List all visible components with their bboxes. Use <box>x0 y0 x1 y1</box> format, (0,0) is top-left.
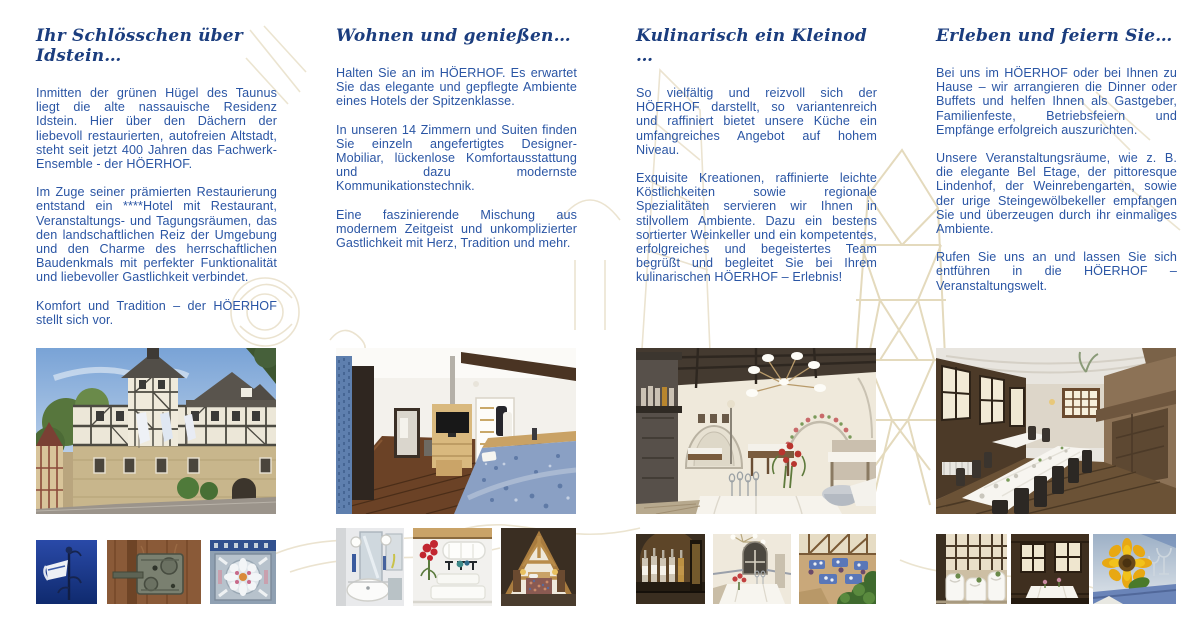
body-paragraph: Rufen Sie uns an und lassen Sie sich entführen in die HÖERHOF – Veranstaltungswelt. <box>936 250 1177 293</box>
thumbnail-row <box>36 540 276 604</box>
thumb-dining-corner <box>713 534 791 604</box>
panel-restaurant <box>600 0 900 638</box>
thumb-bathroom-sink <box>336 528 404 606</box>
photo-hotel-room <box>336 348 576 514</box>
thumb-schnapps-bottles <box>636 534 705 604</box>
column-heading: Kulinarisch ein Kleinod … <box>636 26 867 66</box>
body-paragraph: Komfort und Tradition – der HÖERHOF stellt sich vor. <box>36 298 277 327</box>
photo-hotel-exterior <box>36 348 276 514</box>
thumbnail-row <box>936 534 1176 604</box>
text-column <box>36 26 277 327</box>
thumb-iron-sign-blue-sky <box>36 540 97 604</box>
thumb-painted-floral-rosette <box>210 540 276 604</box>
thumb-festive-tables <box>936 534 1007 604</box>
thumbnail-row <box>636 534 876 604</box>
body-paragraph: Eine faszinierende Mischung aus modernem Zeitgeist und unkomplizierter Gastlichkeit mit Herz, Tradition und mehr. <box>336 207 577 251</box>
thumb-towels-and-roses <box>413 528 492 606</box>
column-heading: Erleben und feiern Sie… <box>936 26 1173 46</box>
thumbnail-row <box>336 528 576 606</box>
body-paragraph: So vielfältig und reizvoll sich der HÖERHOF darstellt, so variantenreich und raffiniert bietet unsere Küche ein umfangreiches Angebot auf hohem Niveau. <box>636 86 877 157</box>
panel-events <box>900 0 1200 638</box>
photo-restaurant-interior <box>636 348 876 514</box>
column-heading: Wohnen und genießen… <box>336 26 571 46</box>
thumb-courtyard-garden <box>799 534 876 604</box>
body-paragraph: Im Zuge seiner prämierten Restaurierung entstand ein ****Hotel mit Restaurant, Veranstaltungs- und Tagungsräumen, das den landschaftlichen Reiz der Umgebung und den Charme des herrschaftlichen Baudenkmals mit perfekter Funktionalität und liebevoller Gastlichkeit verbindet. <box>36 185 277 285</box>
column-heading: Ihr Schlösschen über Idstein… <box>36 26 243 66</box>
panel-introduction <box>0 0 300 638</box>
body-paragraph: Unsere Veranstaltungsräume, wie z. B. die elegante Bel Etage, der pittoresque Lindenhof, der Weinrebengarten, sowie der urige Steingewölbekeller empfangen Sie und überzeugen durch ihr einmaliges Ambiente. <box>936 151 1177 237</box>
body-paragraph: Inmitten der grünen Hügel des Taunus liegt die alte nassauische Residenz Idstein. Hier über den Dächern der liebevoll restaurierten, autofreien Altstadt, steht seit jetzt 400 Jahren das Fachwerk-Ensemble - der HÖERHOF. <box>36 86 277 172</box>
body-paragraph: Halten Sie an im HÖERHOF. Es erwartet Sie das elegante und gepflegte Ambiente eines Hotels der Spitzenklasse. <box>336 66 577 109</box>
thumb-attic-bedroom <box>501 528 576 606</box>
body-paragraph: In unseren 14 Zimmern und Suiten finden Sie einzeln angefertigtes Designer-Mobiliar, lückenlose Komfortausstattung und dazu modernste Kommunikationstechnik. <box>336 122 577 194</box>
photo-banquet-hall <box>936 348 1176 514</box>
thumb-sunflower-table-decoration <box>1093 534 1176 604</box>
panel-rooms <box>300 0 600 638</box>
text-column <box>936 26 1177 293</box>
thumb-window-dining-room <box>1011 534 1089 604</box>
body-paragraph: Exquisite Kreationen, raffinierte leichte Köstlichkeiten sowie regionale Spezialitäten servieren wir Ihnen in stilvollem Ambiente. Dazu ein bestens sortierter Weinkeller und ein kompetentes, erfolgreiches und begeistertes Team begrüßt und begleitet Sie bei Ihrem kulinarischen HÖERHOF – Erlebnis! <box>636 171 877 285</box>
thumb-antique-door-lock <box>107 540 201 604</box>
text-column <box>336 26 577 250</box>
text-column <box>636 26 877 285</box>
body-paragraph: Bei uns im HÖERHOF oder bei Ihnen zu Hause – wir arrangieren die Dinner oder Buffets und helfen Ihnen als Gastgeber, Familienfeste, Betriebsfeiern und Empfänge erfolgreich auszurichten. <box>936 66 1177 137</box>
